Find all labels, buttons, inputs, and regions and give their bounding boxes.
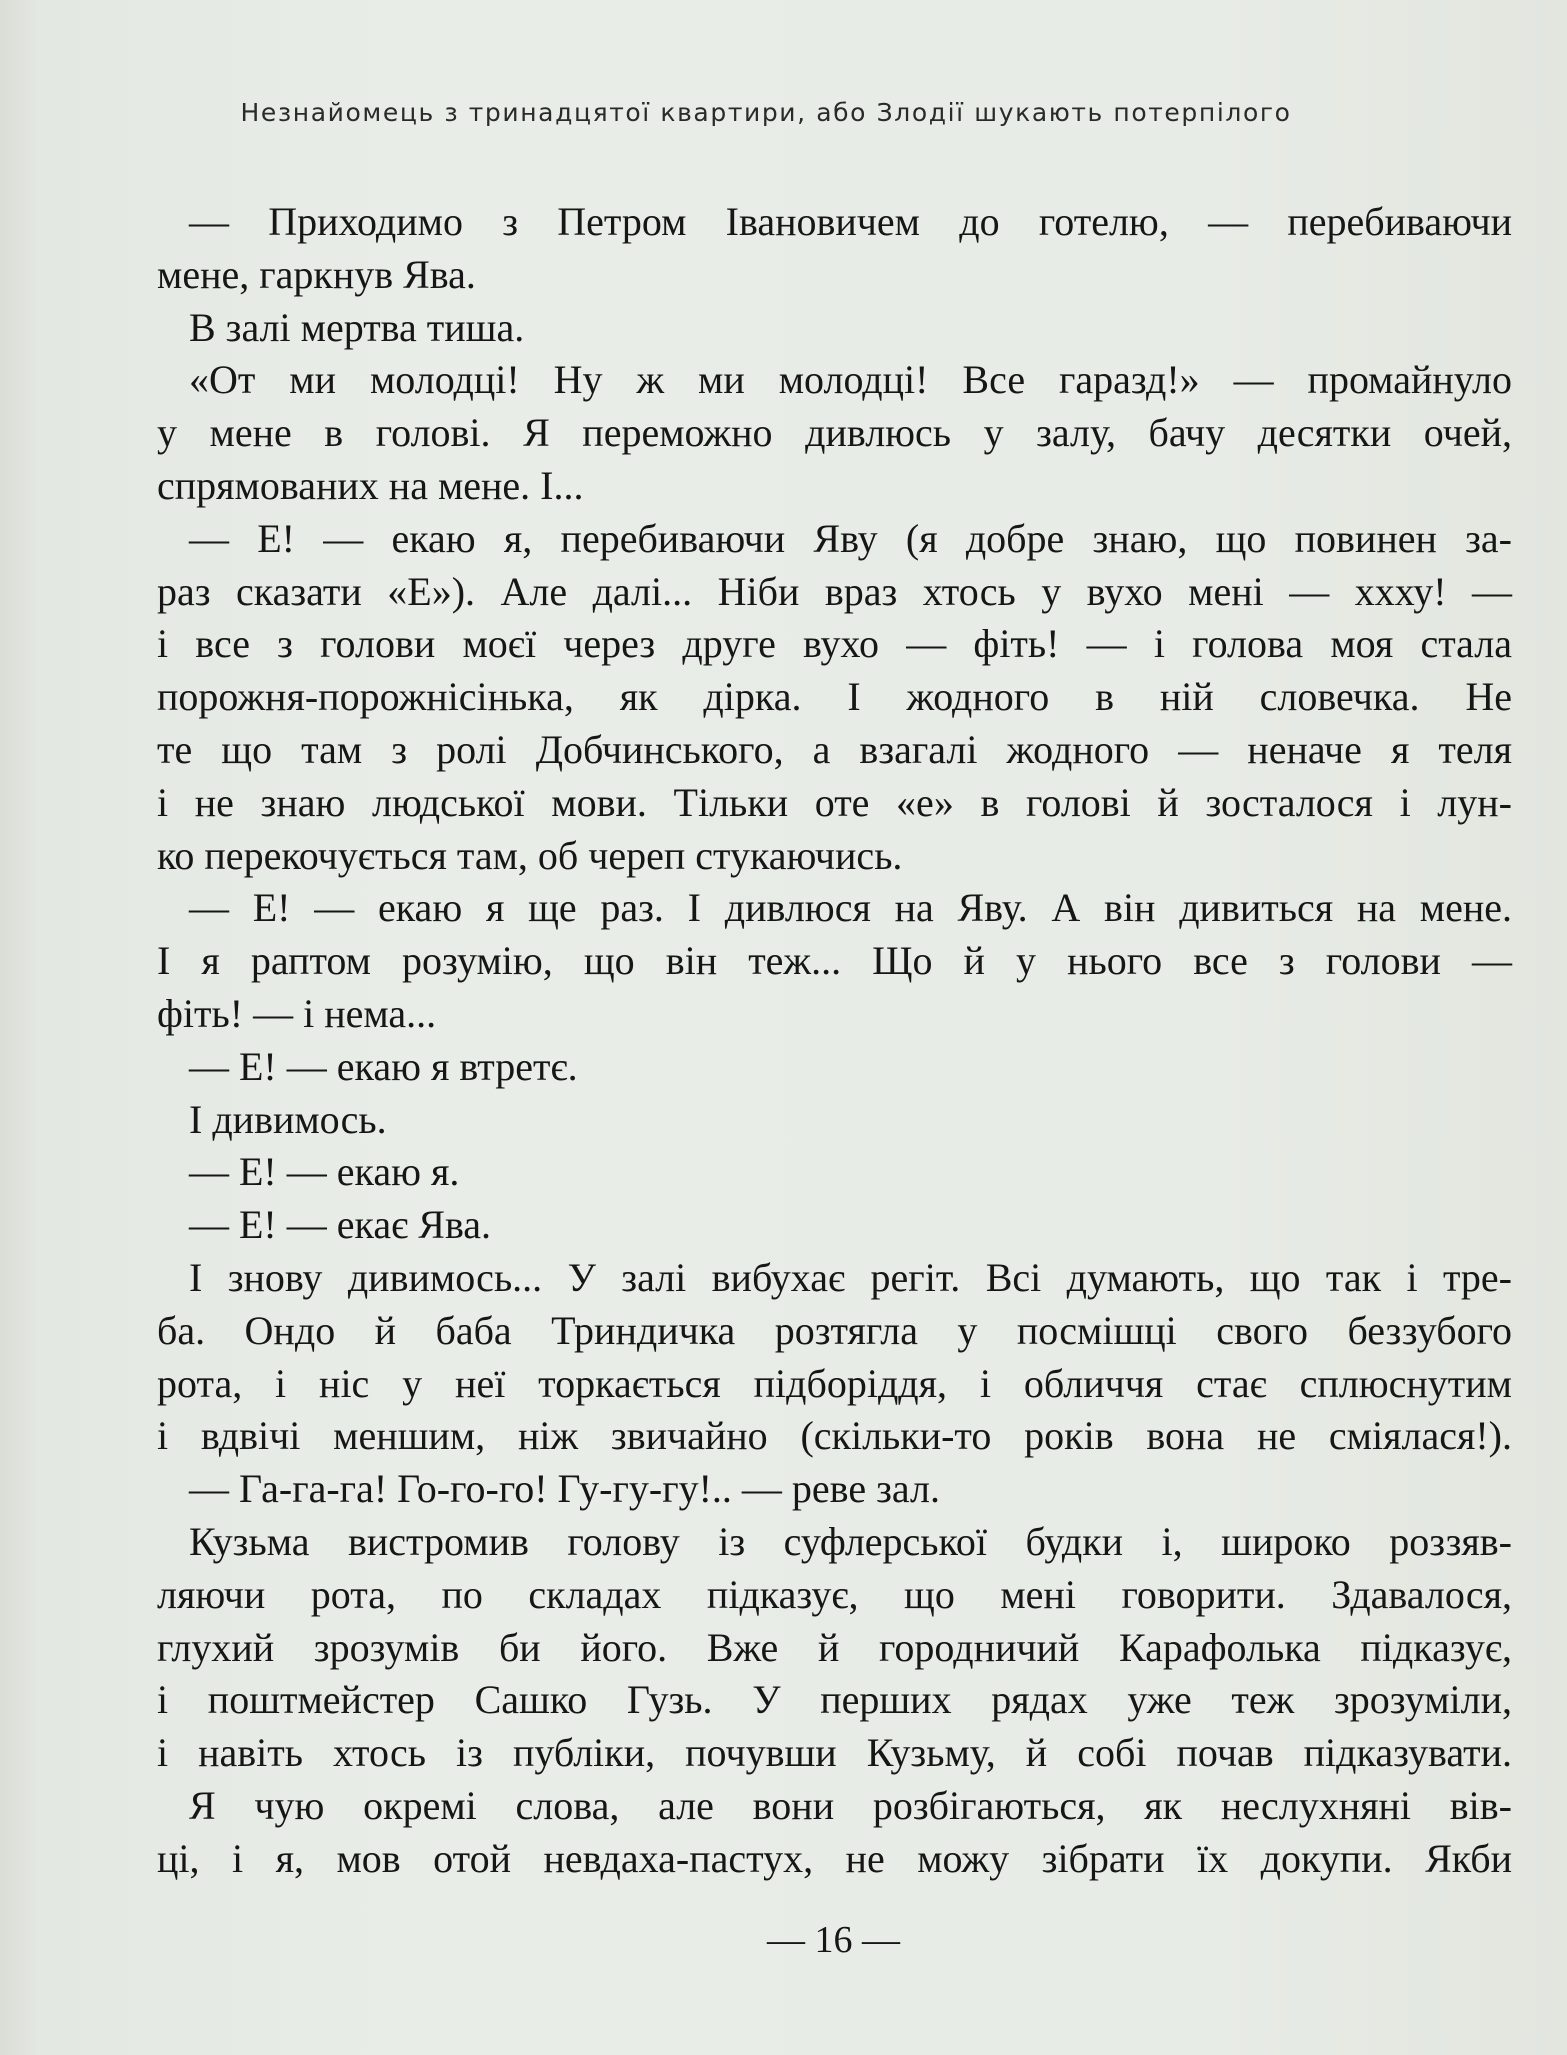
text-line: І дивимось. — [189, 1096, 387, 1142]
text-line: І я раптом розумію, що він теж... Що й у нього все з голови — — [157, 938, 1512, 984]
text-line: і навіть хтось із публіки, почувши Кузьму, й собі почав підказувати. — [157, 1730, 1512, 1776]
text-line: фіть! — і нема... — [157, 990, 437, 1036]
text-line: рота, і ніс у неї торкається підборіддя, і обличчя стає сплюснутим — [157, 1360, 1512, 1406]
page-number: — 16 — — [767, 1919, 900, 1961]
text-line: раз сказати «Е»). Але далі... Ніби враз хтось у вухо мені — ххху! — — [157, 568, 1512, 614]
text-line: ба. Ондо й баба Триндичка розтягла у посмішці свого беззубого — [157, 1307, 1512, 1353]
text-line: ці, і я, мов отой невдаха-пастух, не можу зібрати їх докупи. Якби — [157, 1835, 1512, 1881]
text-line: ко перекочується там, об череп стукаючись. — [157, 832, 903, 878]
text-line: В залі мертва тиша. — [189, 304, 525, 350]
text-line: — Е! — екає Ява. — [189, 1202, 492, 1248]
text-line: і вдвічі меншим, ніж звичайно (скільки-то років вона не сміялася!). — [157, 1413, 1512, 1459]
text-line: у мене в голові. Я переможно дивлюсь у залу, бачу десятки очей, — [157, 410, 1512, 456]
text-line: «От ми молодці! Ну ж ми молодці! Все гаразд!» — промайнуло — [189, 357, 1512, 403]
text-line: глухий зрозумів би його. Вже й городничий Карафолька підказує, — [157, 1624, 1512, 1670]
text-line: Кузьма вистромив голову із суфлерської будки і, широко роззяв- — [189, 1518, 1512, 1564]
text-line: — Е! — екаю я втретє. — [189, 1043, 578, 1089]
text-line: ляючи рота, по складах підказує, що мені говорити. Здавалося, — [157, 1571, 1512, 1617]
text-line: — Га-га-га! Го-го-го! Гу-гу-гу!.. — реве зал. — [189, 1466, 940, 1512]
text-line: І знову дивимось... У залі вибухає регіт. Всі думають, що так і тре- — [189, 1254, 1512, 1300]
text-line: і поштмейстер Сашко Гузь. У перших рядах уже теж зрозуміли, — [157, 1677, 1512, 1723]
text-line: мене, гаркнув Ява. — [157, 251, 476, 297]
body-text — [157, 196, 1512, 1886]
text-line: — Е! — екаю я. — [189, 1149, 460, 1195]
text-line: і не знаю людської мови. Тільки оте «е» в голові й зосталося і лун- — [157, 779, 1512, 825]
text-line: — Приходимо з Петром Івановичем до готелю, — перебиваючи — [189, 199, 1512, 244]
text-line: порожня-порожнісінька, як дірка. І жодного в ній словечка. Не — [157, 674, 1512, 720]
text-line: Я чую окремі слова, але вони розбігаються, як неслухняні вів- — [189, 1782, 1512, 1828]
text-line: — Е! — екаю я, перебиваючи Яву (я добре знаю, що повинен за- — [189, 515, 1512, 561]
text-line: спрямованих на мене. І... — [157, 462, 584, 508]
running-head: Незнайомець з тринадцятої квартири, або Злодії шукають потерпілого — [240, 98, 1292, 127]
text-line: те що там з ролі Добчинського, а взагалі жодного — неначе я теля — [157, 726, 1512, 772]
text-line: — Е! — екаю я ще раз. І дивлюся на Яву. А він дивиться на мене. — [189, 885, 1512, 931]
text-line: і все з голови моєї через друге вухо — фіть! — і голова моя стала — [157, 621, 1512, 667]
